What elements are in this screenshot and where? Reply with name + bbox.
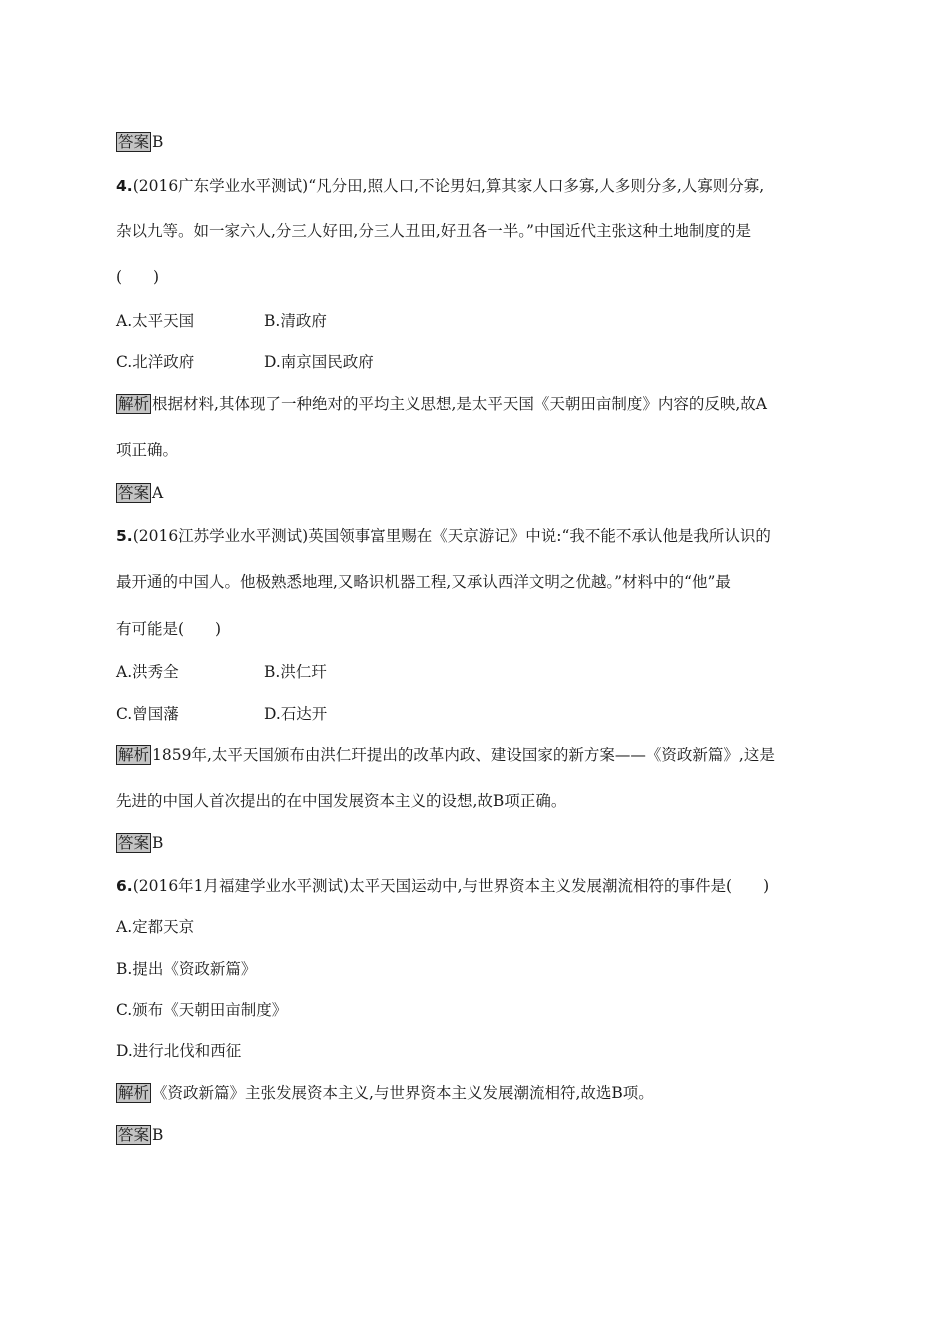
- question-6-option-c: C.颁布《天朝田亩制度》: [116, 1001, 288, 1019]
- question-5-line-2: 最开通的中国人。他极熟悉地理,又略识机器工程,又承认西洋文明之优越。”材料中的“他”最: [116, 573, 731, 591]
- question-4-line-1: [116, 175, 764, 197]
- answer-value: B: [152, 133, 164, 151]
- option-b: B.清政府: [264, 312, 327, 330]
- answer-tag: 答案: [118, 834, 150, 852]
- option-d: D.石达开: [264, 705, 328, 723]
- question-5-line-1: [116, 525, 771, 547]
- option-c: C.北洋政府: [116, 353, 195, 371]
- question-number: 4.: [116, 177, 133, 195]
- question-5-options-cd: [116, 703, 328, 725]
- question-4-analysis-1: [116, 393, 767, 415]
- option-b: B.洪仁玕: [264, 663, 327, 681]
- answer-tag: 答案: [118, 133, 150, 151]
- answer-value: B: [152, 834, 164, 852]
- option-d: D.南京国民政府: [264, 353, 374, 371]
- analysis-tag: 解析: [118, 1084, 150, 1102]
- question-6-option-d: D.进行北伐和西征: [116, 1042, 242, 1060]
- analysis-tag: 解析: [118, 395, 150, 413]
- answer-line-q5: [116, 832, 163, 854]
- answer-line-q4: [116, 482, 163, 504]
- answer-tag: 答案: [118, 484, 150, 502]
- question-5-options-ab: [116, 661, 327, 683]
- analysis-text: 根据材料,其体现了一种绝对的平均主义思想,是太平天国《天朝田亩制度》内容的反映,故A: [152, 395, 767, 413]
- question-5-analysis-2: 先进的中国人首次提出的在中国发展资本主义的设想,故B项正确。: [116, 792, 567, 810]
- question-5-analysis-1: [116, 744, 775, 766]
- analysis-tag: 解析: [118, 746, 150, 764]
- question-4-line-3: ( ): [116, 268, 160, 286]
- answer-line-q3: [116, 131, 163, 153]
- option-a: A.太平天国: [116, 312, 195, 330]
- question-6-line-1: [116, 875, 769, 897]
- answer-value: B: [152, 1126, 164, 1144]
- question-4-analysis-2: 项正确。: [116, 441, 179, 459]
- answer-tag: 答案: [118, 1126, 150, 1144]
- analysis-text: 《资政新篇》主张发展资本主义,与世界资本主义发展潮流相符,故选B项。: [152, 1084, 654, 1102]
- option-c: C.曾国藩: [116, 705, 179, 723]
- question-text: (2016年1月福建学业水平测试)太平天国运动中,与世界资本主义发展潮流相符的事件是( ): [132, 877, 770, 895]
- question-4-options-cd: [116, 351, 374, 373]
- question-4-options-ab: [116, 310, 327, 332]
- option-a: A.洪秀全: [116, 663, 179, 681]
- question-text: (2016江苏学业水平测试)英国领事富里赐在《天京游记》中说:“我不能不承认他是我所认识的: [132, 527, 771, 545]
- answer-line-q6: [116, 1124, 163, 1146]
- analysis-text: 1859年,太平天国颁布由洪仁玕提出的改革内政、建设国家的新方案——《资政新篇》,这是: [152, 746, 775, 764]
- question-6-analysis-1: [116, 1082, 654, 1104]
- question-6-option-b: B.提出《资政新篇》: [116, 960, 257, 978]
- question-5-line-3: 有可能是( ): [116, 620, 222, 638]
- question-text: (2016广东学业水平测试)“凡分田,照人口,不论男妇,算其家人口多寡,人多则分多,人寡则分寡,: [132, 177, 765, 195]
- question-6-option-a: A.定都天京: [116, 918, 195, 936]
- question-number: 6.: [116, 877, 133, 895]
- answer-value: A: [152, 484, 164, 502]
- question-4-line-2: 杂以九等。如一家六人,分三人好田,分三人丑田,好丑各一半。”中国近代主张这种土地制度的是: [116, 222, 751, 240]
- question-number: 5.: [116, 527, 133, 545]
